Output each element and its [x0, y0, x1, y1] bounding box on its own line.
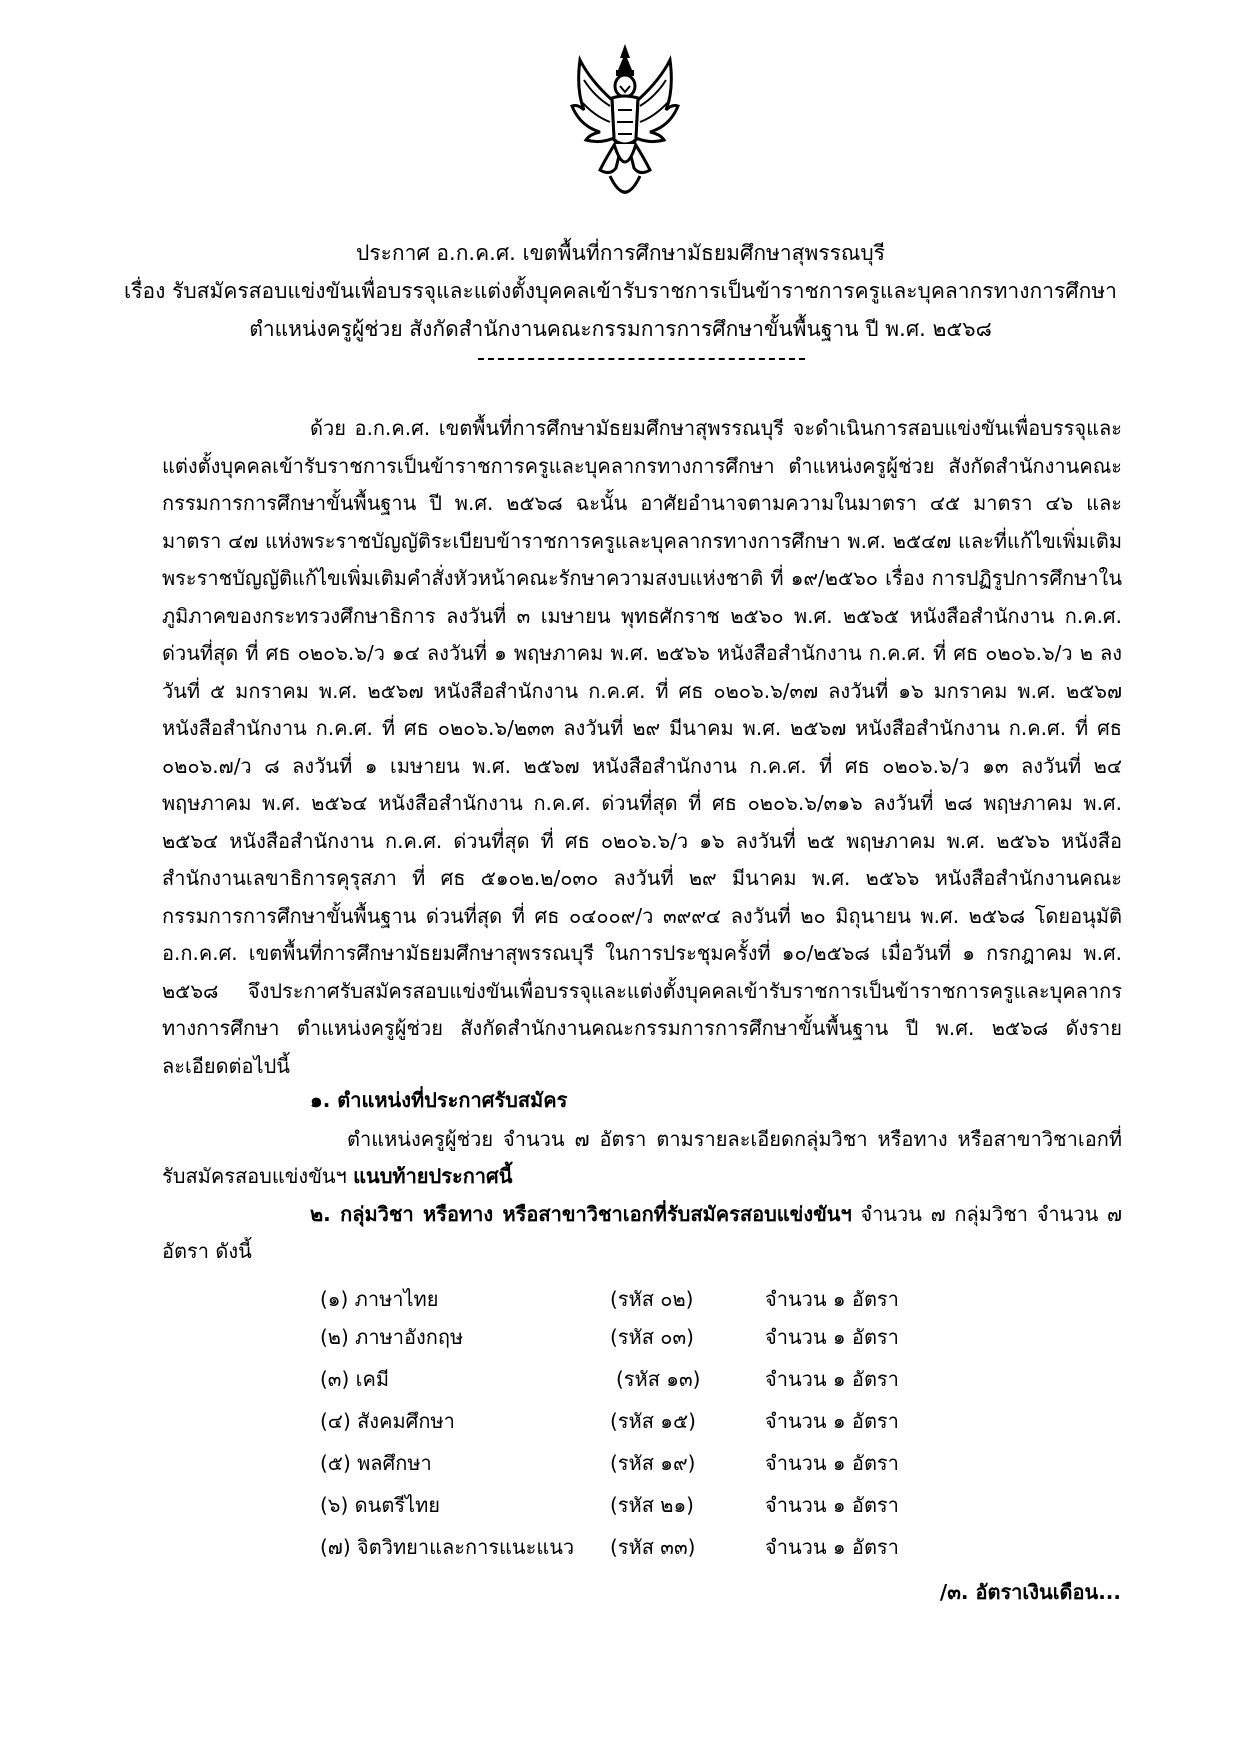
- subject-name: (๓) เคมี: [320, 1367, 390, 1391]
- subject-row: [320, 1280, 960, 1318]
- subject-row: [320, 1318, 960, 1356]
- subject-count: จำนวน ๑ อัตรา: [765, 1451, 899, 1475]
- subject-row: [320, 1528, 960, 1566]
- subject-code: (รหัส ๑๕): [610, 1409, 696, 1433]
- subject-count: จำนวน ๑ อัตรา: [765, 1535, 899, 1559]
- intro-paragraph: ด้วย อ.ก.ค.ศ. เขตพื้นที่การศึกษามัธยมศึกษาสุพรรณบุรี จะดำเนินการสอบแข่งขันเพื่อบรรจุและแต่งตั้งบุคคลเข้ารับราชการเป็นข้าราชการครูและบุคลากรทางการศึกษา ตำแหน่งครูผู้ช่วย สังกัดสำนักงานคณะกรรมการการศึกษาขั้นพื้นฐาน ปี พ.ศ. ๒๕๖๘ ฉะนั้น อาศัยอำนาจตามความในมาตรา ๔๕ มาตรา ๔๖ และมาตรา ๔๗ แห่งพระราชบัญญัติระเบียบข้าราชการครูและบุคลากรทางการศึกษา พ.ศ. ๒๕๔๗ และที่แก้ไขเพิ่มเติม พระราชบัญญัติแก้ไขเพิ่มเติมคำสั่งหัวหน้าคณะรักษาความสงบแห่งชาติ ที่ ๑๙/๒๕๖๐ เรื่อง การปฏิรูปการศึกษาในภูมิภาคของกระทรวงศึกษาธิการ ลงวันที่ ๓ เมษายน พุทธศักราช ๒๕๖๐ พ.ศ. ๒๕๖๕ หนังสือสำนักงาน ก.ค.ศ. ด่วนที่สุด ที่ ศธ ๐๒๐๖.๖/ว ๑๔ ลงวันที่ ๑ พฤษภาคม พ.ศ. ๒๕๖๖ หนังสือสำนักงาน ก.ค.ศ. ที่ ศธ ๐๒๐๖.๖/ว ๒ ลงวันที่ ๕ มกราคม พ.ศ. ๒๕๖๗ หนังสือสำนักงาน ก.ค.ศ. ที่ ศธ ๐๒๐๖.๖/๓๗ ลงวันที่ ๑๖ มกราคม พ.ศ. ๒๕๖๗ หนังสือสำนักงาน ก.ค.ศ. ที่ ศธ ๐๒๐๖.๖/๒๓๓ ลงวันที่ ๒๙ มีนาคม พ.ศ. ๒๕๖๗ หนังสือสำนักงาน ก.ค.ศ. ที่ ศธ ๐๒๐๖.๗/ว ๘ ลงวันที่ ๑ เมษายน พ.ศ. ๒๕๖๗ หนังสือสำนักงาน ก.ค.ศ. ที่ ศธ ๐๒๐๖.๖/ว ๑๓ ลงวันที่ ๒๔ พฤษภาคม พ.ศ. ๒๕๖๔ หนังสือสำนักงาน ก.ค.ศ. ด่วนที่สุด ที่ ศธ ๐๒๐๖.๖/๓๑๖ ลงวันที่ ๒๘ พฤษภาคม พ.ศ. ๒๕๖๔ หนังสือสำนักงาน ก.ค.ศ. ด่วนที่สุด ที่ ศธ ๐๒๐๖.๖/ว ๑๖ ลงวันที่ ๒๕ พฤษภาคม พ.ศ. ๒๕๖๖ หนังสือสำนักงานเลขาธิการคุรุสภา ที่ ศธ ๕๑๐๒.๒/๐๓๐ ลงวันที่ ๒๙ มีนาคม พ.ศ. ๒๕๖๖ หนังสือสำนักงานคณะกรรมการการศึกษาขั้นพื้นฐาน ด่วนที่สุด ที่ ศธ ๐๔๐๐๙/ว ๓๙๙๔ ลงวันที่ ๒๐ มิถุนายน พ.ศ. ๒๕๖๘ โดยอนุมัติ อ.ก.ค.ศ. เขตพื้นที่การศึกษามัธยมศึกษาสุพรรณบุรี ในการประชุมครั้งที่ ๑๐/๒๕๖๘ เมื่อวันที่ ๑ กรกฎาคม พ.ศ. ๒๕๖๘ จึงประกาศรับสมัครสอบแข่งขันเพื่อบรรจุและแต่งตั้งบุคคลเข้ารับราชการเป็นข้าราชการครูและบุคลากรทางการศึกษา ตำแหน่งครูผู้ช่วย สังกัดสำนักงานคณะกรรมการการศึกษาขั้นพื้นฐาน ปี พ.ศ. ๒๕๖๘ ดังรายละเอียดต่อไปนี้: [162, 416, 1122, 1078]
- subject-code: (รหัส ๓๓): [610, 1535, 696, 1559]
- section-1-text: ตำแหน่งครูผู้ช่วย จำนวน ๗ อัตรา ตามรายละเอียดกลุ่มวิชา หรือทาง หรือสาขาวิชาเอกที่รับสมัครสอบแข่งขันฯ: [162, 1127, 1122, 1188]
- subject-code: (รหัส ๐๓): [610, 1325, 694, 1349]
- section-2-paragraph: [162, 1196, 1122, 1270]
- subject-name: (๕) พลศึกษา: [320, 1451, 432, 1475]
- next-page-marker: /๓. อัตราเงินเดือน...: [939, 1580, 1121, 1604]
- subject-code: (รหัส ๒๑): [610, 1493, 694, 1517]
- subject-name: (๗) จิตวิทยาและการแนะแนว: [320, 1535, 575, 1559]
- subject-code: (รหัส ๑๓): [616, 1367, 701, 1391]
- subject-count: จำนวน ๑ อัตรา: [765, 1409, 899, 1433]
- divider: [478, 358, 805, 360]
- subject-code: (รหัส ๐๒): [610, 1287, 694, 1311]
- subject-row: [320, 1402, 960, 1440]
- section-2-text: จำนวน ๗ กลุ่มวิชา จำนวน ๗ อัตรา ดังนี้: [162, 1202, 1122, 1263]
- subject-count: จำนวน ๑ อัตรา: [765, 1325, 899, 1349]
- section-1-paragraph: [162, 1121, 1122, 1195]
- section-1-bold-tail: แนบท้ายประกาศนี้: [353, 1164, 513, 1188]
- subject-count: จำนวน ๑ อัตรา: [765, 1367, 899, 1391]
- subject-name: (๒) ภาษาอังกฤษ: [320, 1325, 464, 1349]
- subject-name: (๔) สังคมศึกษา: [320, 1409, 455, 1433]
- subject-count: จำนวน ๑ อัตรา: [765, 1287, 899, 1311]
- subject-count: จำนวน ๑ อัตรา: [765, 1493, 899, 1517]
- announcement-subject: เรื่อง รับสมัครสอบแข่งขันเพื่อบรรจุและแต่งตั้งบุคคลเข้ารับราชการเป็นข้าราชการครูและบุคลากรทางการศึกษา: [124, 279, 1117, 303]
- section-2-heading: ๒. กลุ่มวิชา หรือทาง หรือสาขาวิชาเอกที่รับสมัครสอบแข่งขันฯ: [310, 1202, 852, 1226]
- subject-name: (๖) ดนตรีไทย: [320, 1493, 441, 1517]
- subject-code: (รหัส ๑๙): [610, 1451, 696, 1475]
- announcement-title: ประกาศ อ.ก.ค.ศ. เขตพื้นที่การศึกษามัธยมศึกษาสุพรรณบุรี: [356, 241, 885, 265]
- subject-row: [320, 1486, 960, 1524]
- subject-row: [320, 1360, 960, 1398]
- section-1-heading: ๑. ตำแหน่งที่ประกาศรับสมัคร: [310, 1088, 568, 1112]
- subject-name: (๑) ภาษาไทย: [320, 1287, 439, 1311]
- garuda-emblem-icon: [570, 40, 680, 210]
- announcement-position: ตำแหน่งครูผู้ช่วย สังกัดสำนักงานคณะกรรมการการศึกษาขั้นพื้นฐาน ปี พ.ศ. ๒๕๖๘: [249, 317, 992, 341]
- subject-row: [320, 1444, 960, 1482]
